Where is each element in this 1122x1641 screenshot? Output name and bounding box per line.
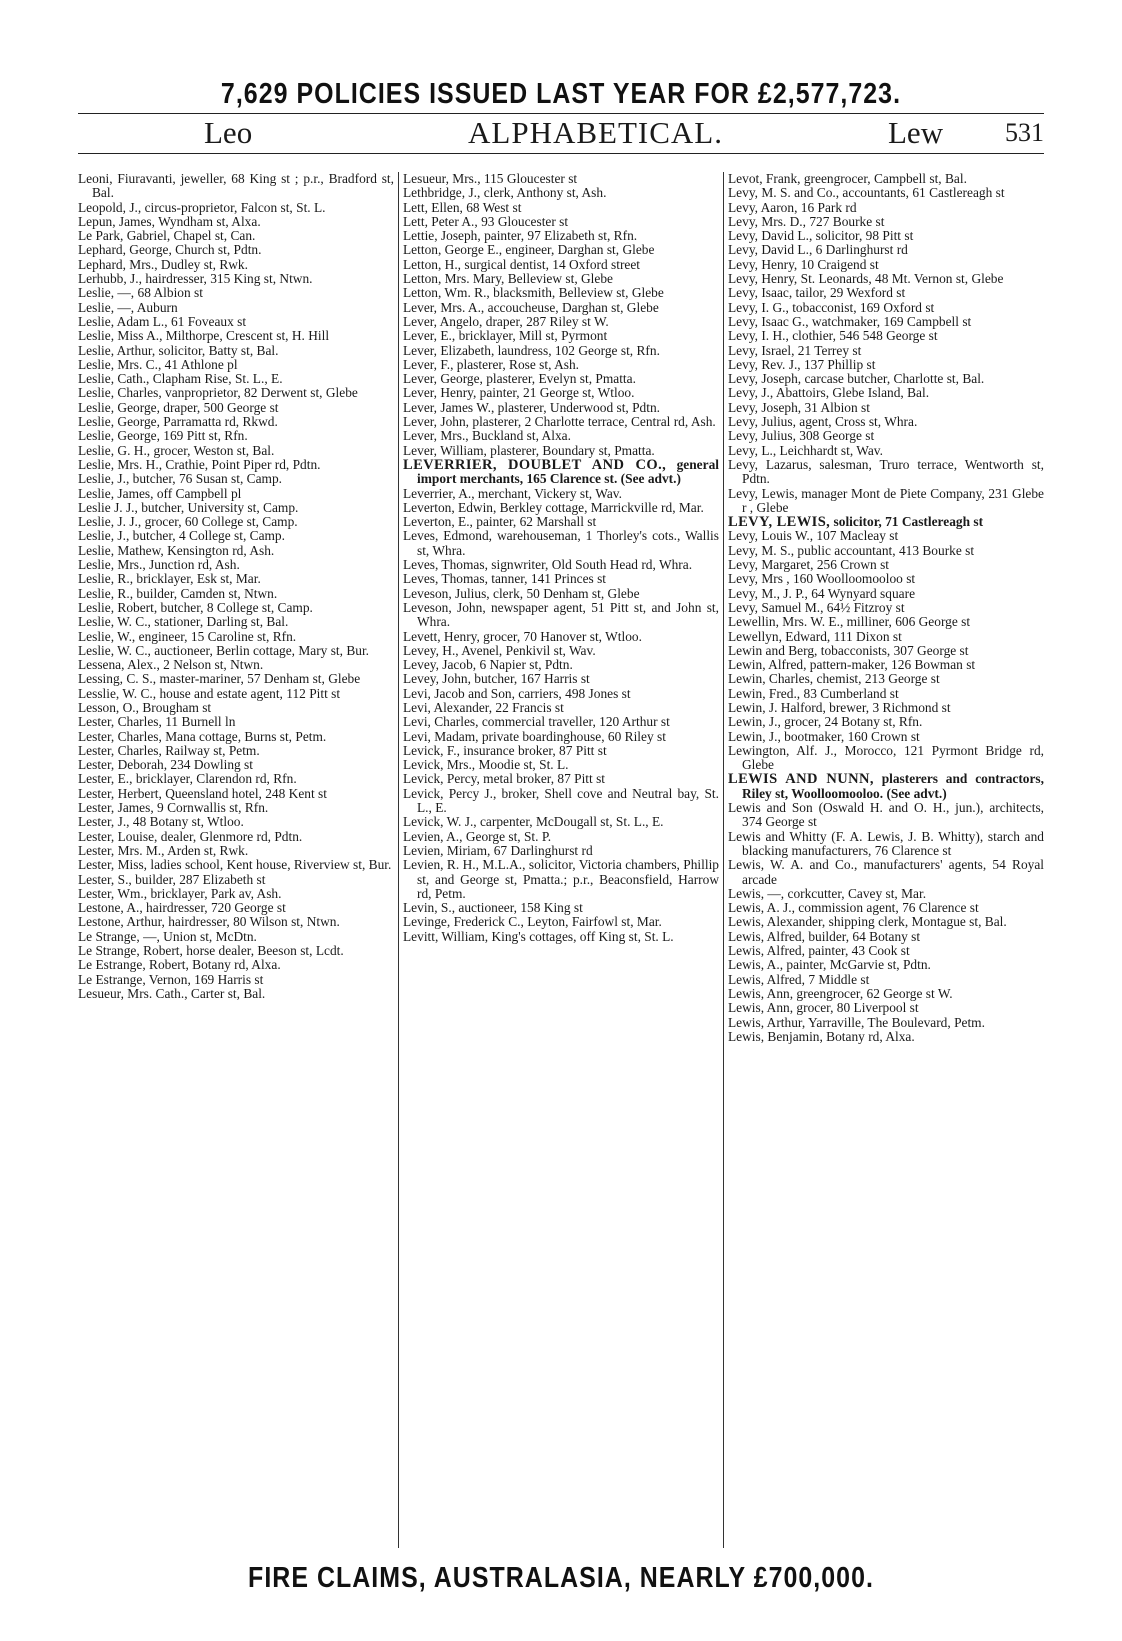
directory-column-1	[78, 172, 394, 1548]
directory-entry: Le Estrange, Vernon, 169 Harris st	[78, 971, 264, 987]
directory-entry: Lester, Wm., bricklayer, Park av, Ash.	[78, 885, 282, 901]
directory-entry: Lester, Charles, Railway st, Petm.	[78, 742, 260, 758]
entry-name-bold: LEVERRIER, DOUBLET AND CO.,	[403, 456, 667, 473]
directory-entry: Levy, Isaac, tailor, 29 Wexford st	[728, 285, 906, 301]
directory-entry: Leslie, —, 68 Albion st	[78, 285, 203, 301]
directory-entry: Lewin, Alfred, pattern-maker, 126 Bowman st	[728, 657, 976, 673]
header-last-name: Lew	[888, 115, 944, 150]
directory-entry: Levi, Madam, private boardinghouse, 60 Riley st	[403, 728, 666, 744]
directory-entry: Levy, Lazarus, salesman, Truro terrace, Wentworth st, Pdtn.	[728, 456, 1044, 487]
directory-entry: Leslie, J., butcher, 76 Susan st, Camp.	[78, 471, 283, 487]
directory-entry: Levy, Henry, St. Leonards, 48 Mt. Vernon st, Glebe	[728, 271, 1004, 287]
directory-entry: Lever, William, plasterer, Boundary st, Pmatta.	[403, 442, 655, 458]
directory-entry: Levick, W. J., carpenter, McDougall st, St. L., E.	[403, 814, 664, 830]
advert-banner-bottom: FIRE CLAIMS, AUSTRALASIA, NEARLY £700,000.	[248, 1562, 874, 1594]
directory-entry: LEWIS AND NUNN, plasterers and contractors, Riley st, Woolloomooloo. (See advt.)	[728, 771, 1044, 801]
directory-entry: Leslie, W. C., stationer, Darling st, Bal.	[78, 614, 289, 630]
directory-entry: Levin, S., auctioneer, 158 King st	[403, 900, 583, 916]
directory-entry: Levy, Mrs. D., 727 Bourke st	[728, 213, 885, 229]
directory-entry: Lepun, James, Wyndham st, Alxa.	[78, 213, 261, 229]
directory-entry: Lester, Charles, Mana cottage, Burns st, Petm.	[78, 728, 327, 744]
directory-entry: Levien, R. H., M.L.A., solicitor, Victoria chambers, Phillip st, and George st, Pmatta.; p.r., Beaconsfield, Harrow rd, Petm.	[403, 857, 719, 901]
directory-entry: Levinge, Frederick C., Leyton, Fairfowl st, Mar.	[403, 914, 662, 930]
directory-entry: Letton, Wm. R., blacksmith, Belleview st, Glebe	[403, 285, 664, 301]
directory-entry: Levy, Aaron, 16 Park rd	[728, 199, 857, 215]
directory-entry: Lesueur, Mrs., 115 Gloucester st	[403, 172, 578, 186]
directory-entry: Levy, Rev. J., 137 Phillip st	[728, 356, 876, 372]
directory-entry: Lever, F., plasterer, Rose st, Ash.	[403, 356, 579, 372]
directory-entry: Leoni, Fiuravanti, jeweller, 68 King st ; p.r., Bradford st, Bal.	[78, 172, 394, 201]
directory-entry: Levy, Louis W., 107 Macleay st	[728, 528, 899, 544]
directory-entry: Levy, David L., 6 Darlinghurst rd	[728, 242, 908, 258]
directory-entry: Lever, Henry, painter, 21 George st, Wtloo.	[403, 385, 635, 401]
directory-entry: Leves, Thomas, tanner, 141 Princes st	[403, 571, 607, 587]
directory-entry: Levy, Margaret, 256 Crown st	[728, 557, 890, 573]
directory-entry: Lewis, Alfred, builder, 64 Botany st	[728, 928, 921, 944]
directory-entry: Lesueur, Mrs. Cath., Carter st, Bal.	[78, 985, 266, 1001]
directory-entry: Lessing, C. S., master-mariner, 57 Denham st, Glebe	[78, 671, 361, 687]
directory-entry: Levick, F., insurance broker, 87 Pitt st	[403, 742, 607, 758]
directory-entry: Levick, Mrs., Moodie st, St. L.	[403, 757, 569, 773]
directory-entry: Leslie, G. H., grocer, Weston st, Bal.	[78, 442, 275, 458]
directory-entry: Lewis and Son (Oswald H. and O. H., jun.), architects, 374 George st	[728, 800, 1044, 830]
directory-entry: Lester, Charles, 11 Burnell ln	[78, 714, 236, 730]
directory-entry: Lewin, Charles, chemist, 213 George st	[728, 671, 940, 687]
directory-entry: Lewin, Fred., 83 Cumberland st	[728, 685, 899, 701]
directory-entry: Lester, S., builder, 287 Elizabeth st	[78, 871, 266, 887]
directory-entry: Leslie, Adam L., 61 Foveaux st	[78, 313, 247, 329]
directory-entry: Levey, John, butcher, 167 Harris st	[403, 671, 590, 687]
directory-entry: Lesslie, W. C., house and estate agent, 112 Pitt st	[78, 685, 341, 701]
directory-entry: Levy, Samuel M., 64½ Fitzroy st	[728, 599, 905, 615]
directory-entry: Lever, Mrs. A., accoucheuse, Darghan st, Glebe	[403, 299, 659, 315]
directory-entry: Lett, Peter A., 93 Gloucester st	[403, 213, 569, 229]
directory-entry: Levy, M. S., public accountant, 413 Bourke st	[728, 542, 975, 558]
directory-entry: Lester, James, 9 Cornwallis st, Rfn.	[78, 800, 269, 816]
header-title: ALPHABETICAL.	[468, 115, 723, 150]
directory-entry: Leslie, R., bricklayer, Esk st, Mar.	[78, 571, 261, 587]
directory-column-3	[728, 172, 1044, 1548]
directory-entry: Levick, Percy J., broker, Shell cove and Neutral bay, St. L., E.	[403, 785, 719, 816]
directory-entry: Leslie, James, off Campbell pl	[78, 485, 242, 501]
directory-entry: Le Estrange, Robert, Botany rd, Alxa.	[78, 957, 281, 973]
directory-entry: Lever, James W., plasterer, Underwood st, Pdtn.	[403, 399, 661, 415]
directory-entry: Lester, Miss, ladies school, Kent house, Riverview st, Bur.	[78, 857, 392, 873]
directory-entry: LEVY, LEWIS, solicitor, 71 Castlereagh st	[728, 514, 984, 531]
directory-entry: Levy, I. H., clothier, 546 548 George st	[728, 328, 938, 344]
directory-entry: Levick, Percy, metal broker, 87 Pitt st	[403, 771, 606, 787]
directory-entry: Levi, Charles, commercial traveller, 120 Arthur st	[403, 714, 670, 730]
directory-entry: Lever, E., bricklayer, Mill st, Pyrmont	[403, 328, 608, 344]
directory-entry: Levy, Joseph, carcase butcher, Charlotte st, Bal.	[728, 371, 985, 387]
directory-entry: Leslie, J. J., grocer, 60 College st, Camp.	[78, 514, 298, 530]
directory-entry: Lewellin, Mrs. W. E., milliner, 606 George st	[728, 614, 971, 630]
directory-entry: Leslie, George, 169 Pitt st, Rfn.	[78, 428, 248, 444]
directory-entry: Leslie, Cath., Clapham Rise, St. L., E.	[78, 371, 283, 387]
directory-entry: Letton, H., surgical dentist, 14 Oxford street	[403, 256, 641, 272]
directory-entry: Levot, Frank, greengrocer, Campbell st, Bal.	[728, 172, 967, 186]
directory-entry: Levy, David L., solicitor, 98 Pitt st	[728, 228, 914, 244]
directory-entry: Lester, Mrs. M., Arden st, Rwk.	[78, 842, 249, 858]
directory-entry: Lewis, Alfred, 7 Middle st	[728, 971, 870, 987]
directory-entry: Lewis, Alexander, shipping clerk, Montague st, Bal.	[728, 914, 1007, 930]
entry-name-bold: LEWIS AND NUNN,	[728, 771, 874, 788]
directory-entry: Lester, Herbert, Queensland hotel, 248 Kent st	[78, 785, 327, 801]
directory-entry: Lewin, J., grocer, 24 Botany st, Rfn.	[728, 714, 923, 730]
directory-entry: Leslie, J., butcher, 4 College st, Camp.	[78, 528, 285, 544]
directory-entry: Lewin and Berg, tobacconists, 307 George st	[728, 642, 969, 658]
directory-entry: Levy, Henry, 10 Craigend st	[728, 256, 879, 272]
directory-entry: Lever, Elizabeth, laundress, 102 George st, Rfn.	[403, 342, 660, 358]
directory-entry: Leverton, E., painter, 62 Marshall st	[403, 514, 597, 530]
directory-entry: Levitt, William, King's cottages, off King st, St. L.	[403, 928, 674, 944]
directory-entry: Lever, Mrs., Buckland st, Alxa.	[403, 428, 571, 444]
directory-entry: Levy, Joseph, 31 Albion st	[728, 399, 870, 415]
directory-entry: Lewis, A. J., commission agent, 76 Clarence st	[728, 900, 979, 916]
column-divider	[398, 172, 399, 1548]
running-header	[78, 114, 1044, 152]
directory-entry: Levey, H., Avenel, Penkivil st, Wav.	[403, 642, 596, 658]
directory-entry: Lewis, W. A. and Co., manufacturers' agents, 54 Royal arcade	[728, 857, 1044, 887]
directory-entry: Le Strange, Robert, horse dealer, Beeson st, Lcdt.	[78, 943, 344, 959]
directory-entry: Lewellyn, Edward, 111 Dixon st	[728, 628, 902, 644]
directory-entry: Lephard, Mrs., Dudley st, Rwk.	[78, 256, 248, 272]
directory-entry: Lessena, Alex., 2 Nelson st, Ntwn.	[78, 657, 264, 673]
directory-entry: Levey, Jacob, 6 Napier st, Pdtn.	[403, 657, 573, 673]
directory-entry: Lester, J., 48 Botany st, Wtloo.	[78, 814, 244, 830]
directory-entry: Leslie, R., builder, Camden st, Ntwn.	[78, 585, 278, 601]
directory-columns	[78, 172, 1044, 1548]
directory-entry: Leslie J. J., butcher, University st, Camp.	[78, 499, 299, 515]
directory-entry: Leslie, W. C., auctioneer, Berlin cottage, Mary st, Bur.	[78, 642, 370, 658]
directory-entry: Leves, Edmond, warehouseman, 1 Thorley's cots., Wallis st, Whra.	[403, 528, 719, 558]
directory-entry: Leslie, Arthur, solicitor, Batty st, Bal.	[78, 342, 279, 358]
directory-entry: Levy, J., Abattoirs, Glebe Island, Bal.	[728, 385, 930, 401]
directory-entry: Lever, Angelo, draper, 287 Riley st W.	[403, 313, 609, 329]
directory-entry: Leslie, Mrs. H., Crathie, Point Piper rd, Pdtn.	[78, 456, 321, 472]
directory-entry: Levy, M. S. and Co., accountants, 61 Castlereagh st	[728, 185, 1005, 201]
directory-entry: Leverrier, A., merchant, Vickery st, Wav.	[403, 485, 622, 501]
directory-entry: Leslie, George, Parramatta rd, Rkwd.	[78, 414, 278, 430]
directory-entry: Leslie, Charles, vanproprietor, 82 Derwent st, Glebe	[78, 385, 358, 401]
directory-entry: Lewis and Whitty (F. A. Lewis, J. B. Whitty), starch and blacking manufacturers, 76 Clarence st	[728, 828, 1044, 858]
directory-entry: Lever, John, plasterer, 2 Charlotte terrace, Central rd, Ash.	[403, 414, 716, 430]
directory-entry: Leslie, W., engineer, 15 Caroline st, Rfn.	[78, 628, 297, 644]
directory-entry: Lett, Ellen, 68 West st	[403, 199, 522, 215]
directory-entry: Lethbridge, J., clerk, Anthony st, Ash.	[403, 185, 607, 201]
directory-entry: Lewis, Arthur, Yarraville, The Boulevard, Petm.	[728, 1014, 985, 1030]
directory-entry: Leopold, J., circus-proprietor, Falcon st, St. L.	[78, 199, 326, 215]
directory-entry: Leslie, Mathew, Kensington rd, Ash.	[78, 542, 275, 558]
directory-entry: Levy, I. G., tobacconist, 169 Oxford st	[728, 299, 935, 315]
directory-entry: Levy, Julius, 308 George st	[728, 428, 875, 444]
directory-entry: Lestone, A., hairdresser, 720 George st	[78, 900, 286, 916]
directory-entry: Levien, Miriam, 67 Darlinghurst rd	[403, 842, 593, 858]
directory-entry: Levy, Isaac G., watchmaker, 169 Campbell st	[728, 313, 972, 329]
directory-entry: Leslie, Robert, butcher, 8 College st, Camp.	[78, 599, 313, 615]
directory-entry: Lewis, Ann, grocer, 80 Liverpool st	[728, 1000, 919, 1016]
directory-entry: Lever, George, plasterer, Evelyn st, Pmatta.	[403, 371, 636, 387]
directory-entry: Leveson, Julius, clerk, 50 Denham st, Glebe	[403, 585, 640, 601]
directory-entry: Levett, Henry, grocer, 70 Hanover st, Wtloo.	[403, 628, 642, 644]
directory-entry: Levien, A., George st, St. P.	[403, 828, 552, 844]
directory-entry: Le Strange, —, Union st, McDtn.	[78, 928, 257, 944]
directory-entry: Lewin, J., bootmaker, 160 Crown st	[728, 728, 920, 744]
directory-entry: Levy, Lewis, manager Mont de Piete Company, 231 Glebe r , Glebe	[728, 485, 1044, 515]
directory-entry: Levy, Julius, agent, Cross st, Whra.	[728, 414, 918, 430]
directory-entry: Levy, L., Leichhardt st, Wav.	[728, 442, 883, 458]
directory-entry: Lestone, Arthur, hairdresser, 80 Wilson st, Ntwn.	[78, 914, 340, 930]
column-divider	[723, 172, 724, 1548]
directory-entry: Lewis, —, corkcutter, Cavey st, Mar.	[728, 885, 927, 901]
directory-entry: Leveson, John, newspaper agent, 51 Pitt st, and John st, Whra.	[403, 599, 719, 630]
entry-name-bold: LEVY, LEWIS,	[728, 514, 831, 531]
directory-entry: Lerhubb, J., hairdresser, 315 King st, Ntwn.	[78, 271, 313, 287]
directory-entry: Lewin, J. Halford, brewer, 3 Richmond st	[728, 699, 951, 715]
directory-entry: Lewis, A., painter, McGarvie st, Pdtn.	[728, 957, 931, 973]
directory-entry: Leves, Thomas, signwriter, Old South Head rd, Whra.	[403, 557, 693, 573]
directory-entry: Leverton, Edwin, Berkley cottage, Marrickville rd, Mar.	[403, 499, 704, 515]
directory-entry: Lettie, Joseph, painter, 97 Elizabeth st, Rfn.	[403, 228, 638, 244]
directory-entry: Levi, Jacob and Son, carriers, 498 Jones st	[403, 685, 631, 701]
directory-entry: Levy, Mrs , 160 Woolloomooloo st	[728, 571, 916, 587]
header-rule	[78, 153, 1044, 154]
header-first-name: Leo	[204, 115, 253, 150]
directory-column-2	[403, 172, 719, 1548]
directory-entry: Lester, Louise, dealer, Glenmore rd, Pdtn.	[78, 828, 303, 844]
directory-entry: LEVERRIER, DOUBLET AND CO., general import merchants, 165 Clarence st. (See advt.)	[403, 456, 719, 487]
directory-entry: Levy, Israel, 21 Terrey st	[728, 342, 862, 358]
directory-entry: Leslie, Mrs., Junction rd, Ash.	[78, 557, 240, 573]
directory-entry: Levi, Alexander, 22 Francis st	[403, 699, 564, 715]
directory-entry: Leslie, George, draper, 500 George st	[78, 399, 279, 415]
directory-entry: Leslie, Mrs. C., 41 Athlone pl	[78, 356, 238, 372]
page-number: 531	[1005, 118, 1044, 147]
directory-entry: Lewis, Ann, greengrocer, 62 George st W.	[728, 985, 953, 1001]
directory-entry: Letton, George E., engineer, Darghan st, Glebe	[403, 242, 655, 258]
directory-entry: Lewis, Alfred, painter, 43 Cook st	[728, 943, 910, 959]
directory-entry: Lester, Deborah, 234 Dowling st	[78, 757, 253, 773]
directory-entry: Levy, M., J. P., 64 Wynyard square	[728, 585, 916, 601]
directory-entry: Lewington, Alf. J., Morocco, 121 Pyrmont Bridge rd, Glebe	[728, 742, 1044, 773]
advert-banner-top: 7,629 POLICIES ISSUED LAST YEAR FOR £2,577,723.	[220, 78, 902, 110]
directory-entry: Lesson, O., Brougham st	[78, 699, 212, 715]
directory-entry: Lester, E., bricklayer, Clarendon rd, Rfn.	[78, 771, 297, 787]
directory-entry: Lephard, George, Church st, Pdtn.	[78, 242, 262, 258]
directory-entry: Letton, Mrs. Mary, Belleview st, Glebe	[403, 271, 613, 287]
directory-entry: Le Park, Gabriel, Chapel st, Can.	[78, 228, 256, 244]
directory-entry: Leslie, Miss A., Milthorpe, Crescent st, H. Hill	[78, 328, 330, 344]
directory-entry: Lewis, Benjamin, Botany rd, Alxa.	[728, 1028, 915, 1044]
directory-entry: Leslie, —, Auburn	[78, 299, 178, 315]
